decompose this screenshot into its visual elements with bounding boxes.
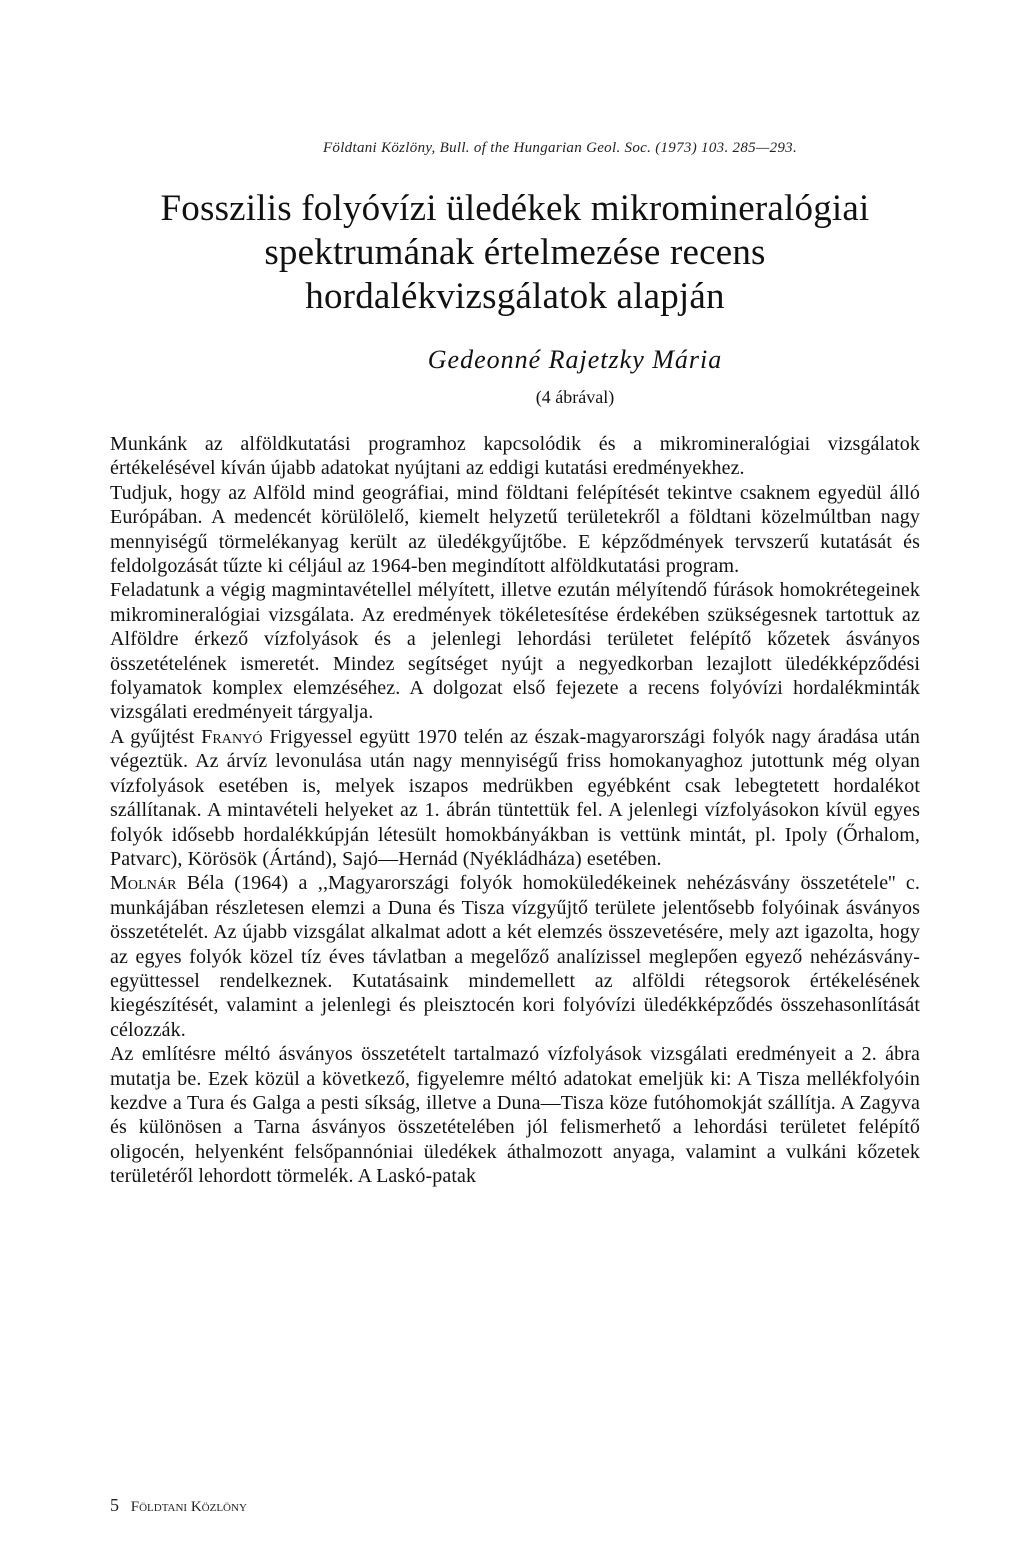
paragraph-5 <box>110 871 920 1042</box>
paragraph-5-rest: Béla (1964) a ,,Magyarországi folyók homoküledékeinek nehézásvány összetétele'' c. munkájában részletesen elemzi a Duna és Tisza vízgyűjtő területe jelentősebb folyóinak ásványos összetételét. Az újabb vizsgálat alkalmat adott a két elemzés összevetésére, mely azt igazolta, hogy az egyes folyók közel tíz éves távlatban a megelőző analízissel meglepően egyező nehézásvány-együttessel rendelkeznek. Kutatásaink mindemellett az alföldi rétegsorok értékelésének kiegészítését, valamint a jelenlegi és pleisztocén kori folyóvízi üledékképződés összehasonlítását célozzák. <box>110 872 920 1041</box>
author-name: Gedeonné Rajetzky Mária <box>427 345 723 374</box>
author-surname-molnar: Molnár <box>110 872 177 895</box>
paragraph-1: Munkánk az alföldkutatási programhoz kapcsolódik és a mikromineralógiai vizsgálatok értékelésével kíván újabb adatokat nyújtani az eddigi kutatási eredményekhez. <box>110 433 920 480</box>
figures-note: (4 ábrával) <box>535 387 615 407</box>
footer-journal: Földtani Közlöny <box>130 1499 247 1515</box>
paragraph-6: Az említésre méltó ásványos összetételt tartalmazó vízfolyások vizsgálati eredményeit a 2. ábra mutatja be. Ezek közül a következő, figyelemre méltó adatokat emeljük ki: A Tisza mellékfolyóin kezdve a Tura és Galga a pesti síkság, illetve a Duna—Tisza köze futóhomokját szállítja. A Zagyva és különösen a Tarna ásványos összetételében jól felismerhető a lehordási területet felépítő oligocén, helyenként felsőpannóniai üledékek áthalmozott anyaga, valamint a vulkáni kőzetek területéről lehordott törmelék. A Laskó-patak <box>110 1043 920 1188</box>
author-surname-franyo: Franyó <box>201 725 263 748</box>
paragraph-4-rest: Frigyessel együtt 1970 telén az észak-magyarországi folyók nagy áradása után végeztük. Az árvíz levonulása után nagy mennyiségű friss homokanyaghoz jutottunk még olyan vízfolyások esetében is, melyek iszapos medrükben egyébként csak lebegtetett hordalékot szállítanak. A mintavételi helyeket az 1. ábrán tüntettük fel. A jelenlegi vízfolyásokon kívül egyes folyók idősebb hordalékkúpján létesült homokbányákban is vettünk mintát, pl. Ipoly (Őrhalom, Patvarc), Körösök (Ártánd), Sajó—Hernád (Nyékládháza) esetében. <box>110 725 920 870</box>
title-line-1: Fosszilis folyóvízi üledékek mikromineralógiai <box>160 188 870 229</box>
journal-header: Földtani Közlöny, Bull. of the Hungarian Geol. Soc. (1973) 103. 285—293. <box>322 140 798 156</box>
title-line-2: spektrumának értelmezése recens <box>264 232 766 273</box>
paragraph-4-lead: A gyűjtést <box>110 725 202 748</box>
page-footer <box>110 1495 247 1516</box>
body-text <box>110 432 920 1189</box>
paragraph-2: Tudjuk, hogy az Alföld mind geográfiai, mind földtani felépítését tekintve csaknem egyedül álló Európában. A medencét körülölelő, kiemelt helyzetű területekről a földtani közelmúltban nagy mennyiségű törmelékanyag került az üledékgyűjtőbe. E képződmények tervszerű kutatását és feldolgozását tűzte ki céljául az 1964-ben megindított alföldkutatási program. <box>110 481 920 578</box>
paragraph-4 <box>110 725 920 871</box>
page <box>110 140 920 1189</box>
article-title <box>110 187 920 319</box>
page-number: 5 <box>110 1495 119 1515</box>
title-line-3: hordalékvizsgálatok alapján <box>305 276 725 317</box>
paragraph-3: Feladatunk a végig magmintavétellel mélyített, illetve ezután mélyítendő fúrások homokrétegeinek mikromineralógiai vizsgálata. Az eredmények tökéletesítése érdekében szükségesnek tartottuk az Alföldre érkező vízfolyások és a jelenlegi lehordási területet felépítő kőzetek ásványos összetételének ismeretét. Mindez segítséget nyújt a negyedkorban lezajlott üledékképződési folyamatok komplex elemzéséhez. A dolgozat első fejezete a recens folyóvízi hordalékminták vizsgálati eredményeit tárgyalja. <box>110 579 920 724</box>
